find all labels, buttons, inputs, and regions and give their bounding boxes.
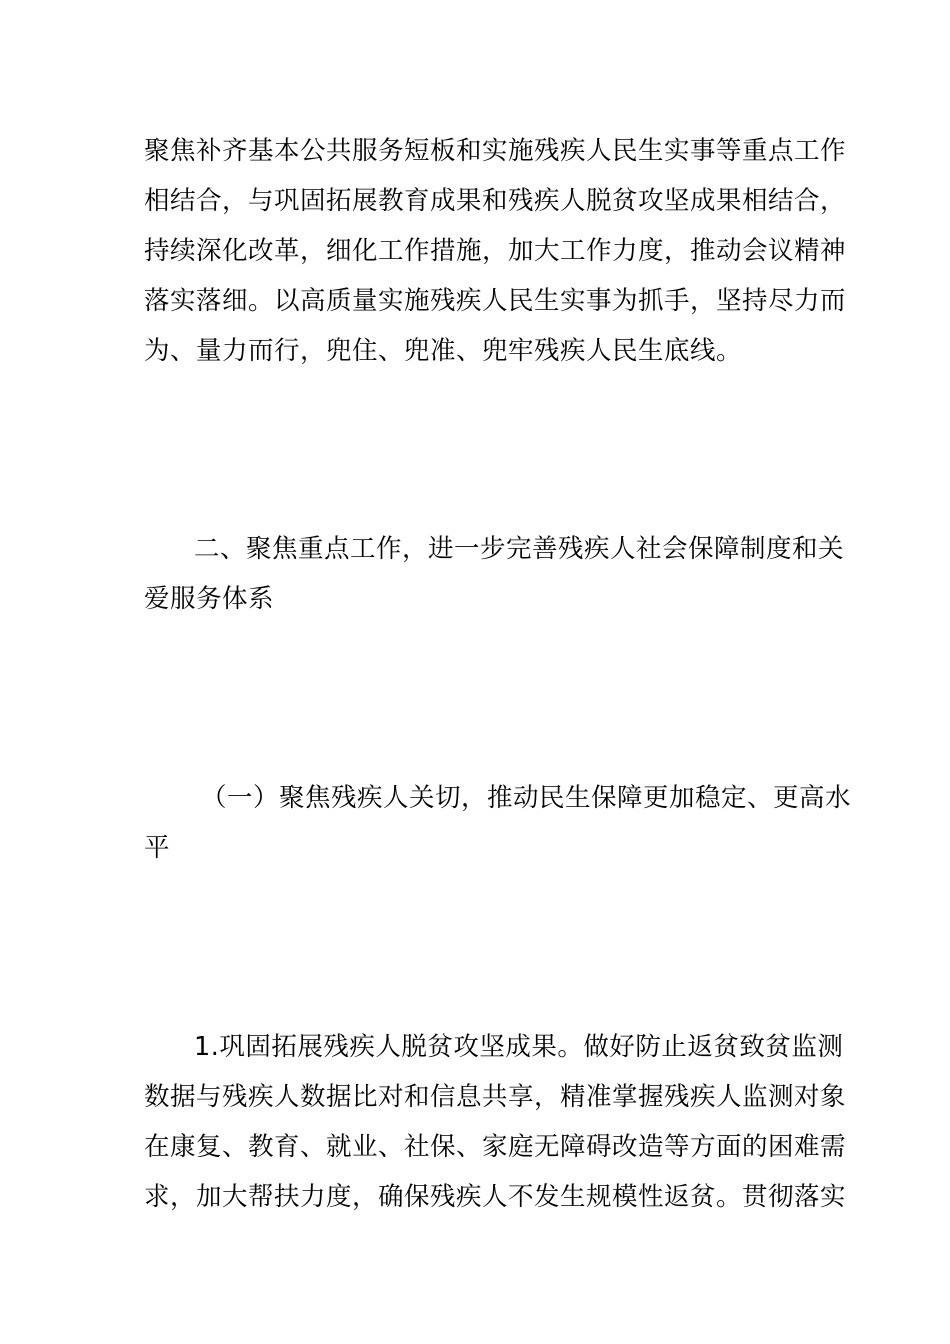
heading-line: （一）聚焦残疾人关切，推动民生保障更加稳定、更高水 bbox=[201, 783, 852, 813]
text-line: 持续深化改革，细化工作措施，加大工作力度，推动会议精神 bbox=[144, 236, 847, 266]
text-line: 数据与残疾人数据比对和信息共享，精准掌握残疾人监测对象 bbox=[144, 1082, 847, 1112]
text-line: 在康复、教育、就业、社保、家庭无障碍改造等方面的困难需 bbox=[144, 1132, 847, 1162]
heading-line: 平 bbox=[144, 833, 171, 863]
text-line: 落实落细。以高质量实施残疾人民生实事为抓手，坚持尽力而 bbox=[144, 286, 847, 316]
text-line: 1.巩固拓展残疾人脱贫攻坚成果。做好防止返贫致贫监测 bbox=[194, 1032, 844, 1062]
paragraph-item-1 bbox=[144, 1022, 847, 1222]
subsection-heading-1 bbox=[144, 773, 852, 873]
text-line: 聚焦补齐基本公共服务短板和实施残疾人民生实事等重点工作 bbox=[144, 136, 847, 166]
text-line: 求，加大帮扶力度，确保残疾人不发生规模性返贫。贯彻落实 bbox=[144, 1182, 847, 1212]
paragraph-intro bbox=[144, 126, 847, 376]
text-line: 相结合，与巩固拓展教育成果和残疾人脱贫攻坚成果相结合， bbox=[144, 186, 847, 216]
text-line: 为、量力而行，兜住、兜准、兜牢残疾人民生底线。 bbox=[144, 336, 743, 366]
heading-line: 爱服务体系 bbox=[144, 584, 275, 614]
section-heading-2 bbox=[144, 524, 845, 624]
heading-line: 二、聚焦重点工作，进一步完善残疾人社会保障制度和关 bbox=[194, 534, 845, 564]
